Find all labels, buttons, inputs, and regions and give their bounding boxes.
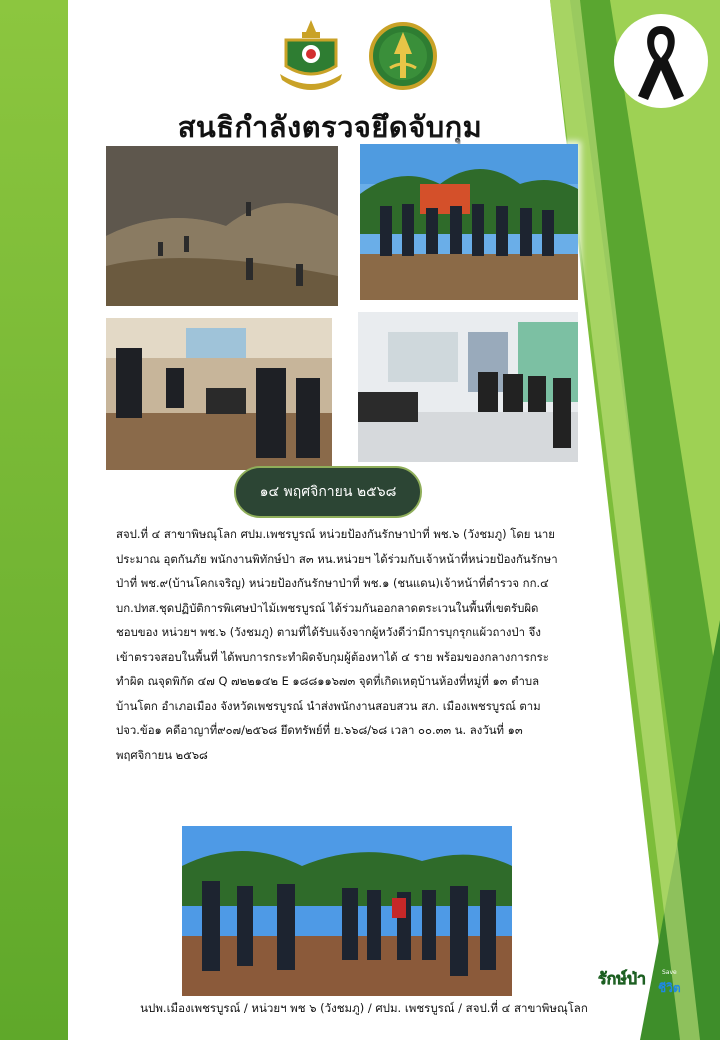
photo-rocky-hillside-patrol xyxy=(106,146,338,306)
photo-police-station xyxy=(358,312,578,462)
mourning-ribbon-icon xyxy=(614,14,708,108)
footer-credits: นปพ.เมืองเพชรบูรณ์ / หน่วยฯ พช ๖ (วังชมภู) / ศปม. เพชรบูรณ์ / สจป.ที่ ๔ สาขาพิษณุโลก xyxy=(140,1001,588,1015)
svg-text:รักษ์ป่า: รักษ์ป่า xyxy=(598,969,646,988)
photo-office-interview xyxy=(106,318,332,470)
svg-text:Save: Save xyxy=(662,969,677,976)
rak-pa-logo xyxy=(598,962,688,998)
background-green-left xyxy=(0,0,68,1040)
ministry-emblem xyxy=(368,18,438,94)
date-badge: ๑๔ พฤศจิกายน ๒๕๖๘ xyxy=(234,466,422,518)
photo-team-with-tractor xyxy=(360,144,578,300)
body-paragraph: สจป.ที่ ๔ สาขาพิษณุโลก ศปม.เพชรบูรณ์ หน่วยป้องกันรักษาป่าที่ พช.๖ (วังชมภู) โดย นายประมาณ อุตกันภัย พนักงานพิทักษ์ป่า ส๓ หน.หน่วยฯ ได้ร่วมกับเจ้าหน้าที่หน่วยป้องกันรักษาป่าที่ พช.๙(บ้านโคกเจริญ) หน่วยป้องกันรักษาป่าที่ พช.๑ (ชนแดน)เจ้าหน้าที่ตำรวจ กก.๔ บก.ปทส.ชุดปฏิบัติการพิเศษป่าไม้เพชรบูรณ์ ได้ร่วมกันออกลาดตระเวนในพื้นที่เขตรับผิดชอบของ หน่วยฯ พช.๖ (วังชมภู) ตามที่ได้รับแจ้งจากผู้หวังดีว่ามีการบุกรุกแผ้วถางป่า จึงเข้าตรวจสอบในพื้นที่ ได้พบการกระทำผิดจับกุมผู้ต้องหาได้ ๔ ราย พร้อมของกลางการกระทำผิด ณจุดพิกัด ๔๗ Q ๗๒๒๑๔๒ E ๑๘๘๑๑๖๗๓ จุดที่เกิดเหตุบ้านห้องที่หมู่ที่ ๑๓ ตำบลบ้านโตก อำเภอเมือง จังหวัดเพชรบูรณ์ นำส่งพนักงานสอบสวน สภ. เมืองเพชรบูรณ์ ตาม ปจว.ข้อ๑ คดีอาญาที่๙๐๗/๒๕๖๘ ยึดทรัพย์ที่ ย.๖๖๘/๖๘ เวลา ๐๐.๓๓ น. ลงวันที่ ๑๓ พฤศจิกายน ๒๕๖๘ xyxy=(116,527,558,762)
svg-text:ชีวิต: ชีวิต xyxy=(658,981,681,995)
photo-group-field xyxy=(182,826,512,996)
page-title: สนธิกำลังตรวจยึดจับกุม xyxy=(177,110,483,144)
forest-department-emblem xyxy=(276,18,346,94)
body-text xyxy=(116,522,558,767)
svg-text:รักษาโลกร้อน: รักษาโลกร้อน xyxy=(600,989,636,996)
